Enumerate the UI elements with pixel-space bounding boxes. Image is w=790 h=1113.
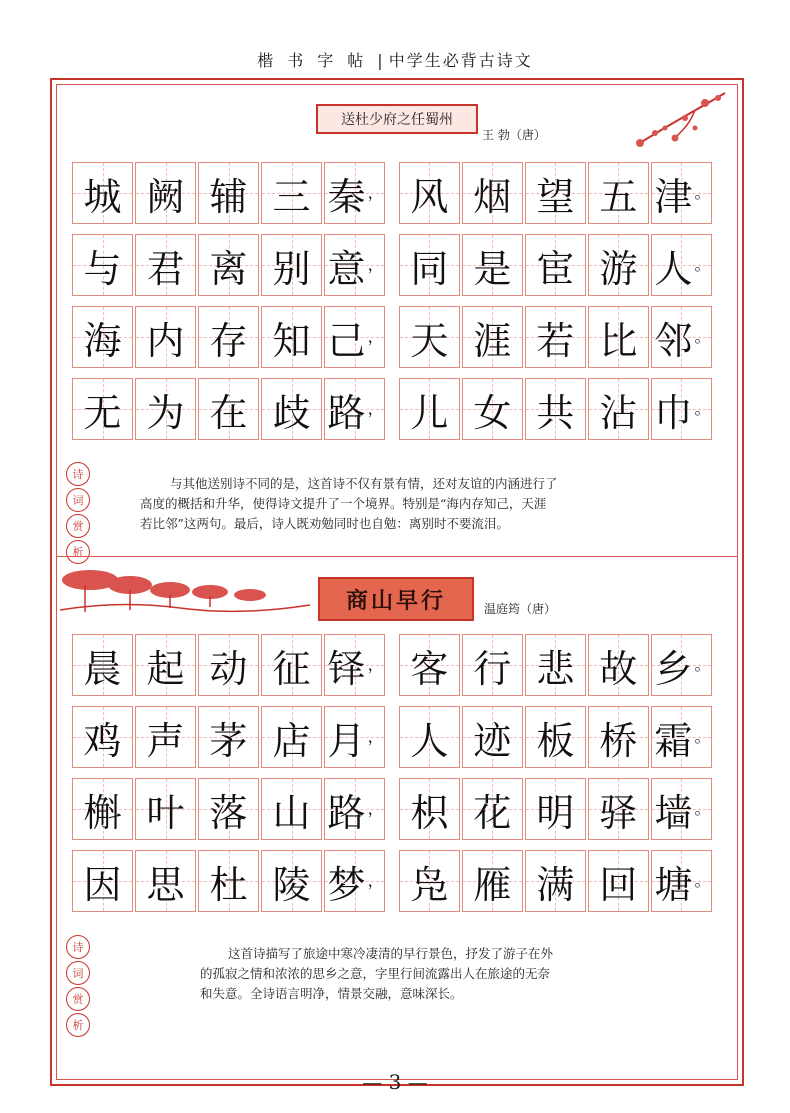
character: 起: [146, 646, 185, 691]
character-cell: [135, 778, 196, 840]
character-cell: [198, 634, 259, 696]
character: 望: [536, 174, 575, 219]
character-cell: [72, 706, 133, 768]
character: 叶: [146, 790, 185, 835]
punctuation: ，: [367, 798, 384, 818]
character: 茅: [209, 718, 248, 763]
character: 同: [410, 246, 449, 291]
character: 己: [327, 318, 366, 363]
character-cell: [261, 778, 322, 840]
punctuation: 。: [694, 798, 711, 818]
character-cell: [324, 378, 385, 440]
character-cell: [525, 706, 586, 768]
stamp-character: 赏: [66, 514, 90, 538]
character: 游: [599, 246, 638, 291]
grid-gap: [387, 234, 399, 296]
character-cell: [462, 706, 523, 768]
header-separator: |: [377, 51, 383, 70]
character-cell: [261, 634, 322, 696]
character-cell: [462, 634, 523, 696]
character-cell: [72, 306, 133, 368]
character-cell: [261, 234, 322, 296]
punctuation: ，: [367, 254, 384, 274]
character-cell: [135, 306, 196, 368]
character: 君: [146, 246, 185, 291]
character: 与: [83, 246, 122, 291]
character-cell: [72, 634, 133, 696]
character-cell: [72, 378, 133, 440]
poem1-title: 送杜少府之任蜀州: [316, 104, 478, 134]
character-cell: [525, 850, 586, 912]
character: 月: [327, 718, 366, 763]
character-cell: [198, 850, 259, 912]
punctuation: 。: [694, 654, 711, 674]
series-subtitle: 中学生必背古诗文: [388, 51, 533, 70]
character: 为: [146, 390, 185, 435]
character: 沾: [599, 390, 638, 435]
character-cell: [324, 234, 385, 296]
stamp-character: 析: [66, 540, 90, 564]
character: 陵: [272, 862, 311, 907]
grid-row: [72, 706, 714, 768]
character-cell: [261, 706, 322, 768]
punctuation: ，: [367, 870, 384, 890]
character-cell: [324, 850, 385, 912]
character: 阙: [146, 174, 185, 219]
character: 人: [410, 718, 449, 763]
punctuation: ，: [367, 182, 384, 202]
character-cell: [72, 850, 133, 912]
plum-branch-decoration: [600, 88, 730, 158]
character: 是: [473, 246, 512, 291]
character: 秦: [327, 174, 366, 219]
character: 共: [536, 390, 575, 435]
character: 津: [654, 174, 693, 219]
character-cell: [72, 234, 133, 296]
character: 涯: [473, 318, 512, 363]
page-header: [0, 48, 790, 71]
grid-row: [72, 634, 714, 696]
grid-row: [72, 234, 714, 296]
character-cell: [588, 634, 649, 696]
character: 晨: [83, 646, 122, 691]
punctuation: ，: [367, 398, 384, 418]
character-cell: [399, 306, 460, 368]
character-cell: [135, 162, 196, 224]
character: 宦: [536, 246, 575, 291]
grid-gap: [387, 634, 399, 696]
character: 故: [599, 646, 638, 691]
grid-row: [72, 850, 714, 912]
character-cell: [72, 162, 133, 224]
character-cell: [525, 778, 586, 840]
character: 海: [83, 318, 122, 363]
character-cell: [198, 778, 259, 840]
character: 霜: [654, 718, 693, 763]
character: 雁: [473, 862, 512, 907]
punctuation: 。: [694, 398, 711, 418]
character-cell: [198, 162, 259, 224]
character-cell: [324, 162, 385, 224]
character-cell: [261, 162, 322, 224]
character: 塘: [654, 862, 693, 907]
character: 铎: [327, 646, 366, 691]
character-cell: [198, 378, 259, 440]
character-cell: [651, 306, 712, 368]
character-cell: [588, 706, 649, 768]
character: 辅: [209, 174, 248, 219]
character-cell: [588, 306, 649, 368]
character-cell: [399, 162, 460, 224]
series-title: 楷书字帖: [257, 51, 378, 70]
character-cell: [651, 162, 712, 224]
stamp-character: 赏: [66, 987, 90, 1011]
character-cell: [324, 634, 385, 696]
stamp-character: 词: [66, 488, 90, 512]
section-divider: [56, 556, 738, 557]
character: 枳: [410, 790, 449, 835]
character-cell: [588, 234, 649, 296]
character-cell: [135, 634, 196, 696]
poem2-appreciation-stamp: [66, 935, 92, 1039]
character-cell: [462, 378, 523, 440]
page-number: — 3 —: [362, 1070, 428, 1094]
character: 花: [473, 790, 512, 835]
poem1-author: 王 勃（唐）: [482, 128, 546, 142]
character: 思: [146, 862, 185, 907]
stamp-character: 词: [66, 961, 90, 985]
character-cell: [399, 634, 460, 696]
character: 知: [272, 318, 311, 363]
character-cell: [462, 850, 523, 912]
character-cell: [588, 162, 649, 224]
character-cell: [399, 778, 460, 840]
character-cell: [198, 706, 259, 768]
character-cell: [525, 162, 586, 224]
character: 行: [473, 646, 512, 691]
character-cell: [72, 778, 133, 840]
character: 路: [327, 390, 366, 435]
character: 巾: [654, 390, 693, 435]
character: 落: [209, 790, 248, 835]
character: 路: [327, 790, 366, 835]
character: 若: [536, 318, 575, 363]
character-cell: [198, 234, 259, 296]
character: 儿: [410, 390, 449, 435]
poem1-appreciation: [140, 474, 720, 534]
character-cell: [399, 706, 460, 768]
character-cell: [525, 306, 586, 368]
tree-landscape-decoration: [60, 560, 310, 620]
stamp-character: 诗: [66, 462, 90, 486]
character: 离: [209, 246, 248, 291]
character: 乡: [654, 646, 693, 691]
character-cell: [525, 634, 586, 696]
poem1-appreciation-stamp: [66, 462, 92, 566]
character-cell: [399, 378, 460, 440]
grid-row: [72, 778, 714, 840]
character: 烟: [473, 174, 512, 219]
appreciation-line: 高度的概括和升华，使得诗文提升了一个境界。特别是“海内存知己，天涯: [140, 496, 547, 511]
character: 板: [536, 718, 575, 763]
stamp-character: 诗: [66, 935, 90, 959]
character: 山: [272, 790, 311, 835]
character-cell: [261, 850, 322, 912]
character-cell: [324, 706, 385, 768]
character: 声: [146, 718, 185, 763]
appreciation-line: 与其他送别诗不同的是，这首诗不仅有景有情，还对友谊的内涵进行了: [170, 476, 558, 491]
character: 城: [83, 174, 122, 219]
character-cell: [135, 850, 196, 912]
character-cell: [651, 378, 712, 440]
character-cell: [135, 378, 196, 440]
character: 歧: [272, 390, 311, 435]
poem2-appreciation: [200, 944, 720, 1004]
character: 风: [410, 174, 449, 219]
character-cell: [462, 234, 523, 296]
punctuation: 。: [694, 870, 711, 890]
character: 墙: [654, 790, 693, 835]
character: 三: [272, 174, 311, 219]
character: 内: [146, 318, 185, 363]
character: 人: [654, 246, 693, 291]
character: 明: [536, 790, 575, 835]
character-cell: [135, 234, 196, 296]
character-cell: [135, 706, 196, 768]
character-cell: [462, 306, 523, 368]
character: 鸡: [83, 718, 122, 763]
character: 天: [410, 318, 449, 363]
character: 女: [473, 390, 512, 435]
character-cell: [651, 850, 712, 912]
grid-gap: [387, 306, 399, 368]
character-cell: [261, 378, 322, 440]
character: 驿: [599, 790, 638, 835]
stamp-character: 析: [66, 1013, 90, 1037]
character-cell: [588, 378, 649, 440]
punctuation: ，: [367, 726, 384, 746]
character-cell: [399, 850, 460, 912]
character-cell: [651, 634, 712, 696]
punctuation: ，: [367, 326, 384, 346]
character-cell: [651, 706, 712, 768]
character-cell: [399, 234, 460, 296]
character: 意: [327, 246, 366, 291]
character-cell: [588, 778, 649, 840]
punctuation: 。: [694, 326, 711, 346]
grid-gap: [387, 850, 399, 912]
character: 因: [83, 862, 122, 907]
grid-gap: [387, 706, 399, 768]
punctuation: 。: [694, 182, 711, 202]
punctuation: 。: [694, 726, 711, 746]
character-cell: [324, 306, 385, 368]
character: 槲: [83, 790, 122, 835]
grid-row: [72, 378, 714, 440]
poem2-title: 商山早行: [318, 577, 474, 621]
character: 别: [272, 246, 311, 291]
grid-row: [72, 306, 714, 368]
character: 满: [536, 862, 575, 907]
character-cell: [462, 778, 523, 840]
character-cell: [324, 778, 385, 840]
character: 杜: [209, 862, 248, 907]
character: 五: [599, 174, 638, 219]
character-cell: [198, 306, 259, 368]
character: 在: [209, 390, 248, 435]
character: 桥: [599, 718, 638, 763]
character: 梦: [327, 862, 366, 907]
character: 店: [272, 718, 311, 763]
character: 客: [410, 646, 449, 691]
character: 邻: [654, 318, 693, 363]
character-cell: [651, 234, 712, 296]
character: 凫: [410, 862, 449, 907]
character: 回: [599, 862, 638, 907]
character-cell: [525, 378, 586, 440]
appreciation-line: 和失意。全诗语言明净，情景交融，意味深长。: [200, 986, 463, 1001]
character: 征: [272, 646, 311, 691]
character-cell: [525, 234, 586, 296]
character: 无: [83, 390, 122, 435]
character-cell: [462, 162, 523, 224]
appreciation-line: 这首诗描写了旅途中寒冷凄清的早行景色，抒发了游子在外: [228, 946, 554, 961]
character-cell: [588, 850, 649, 912]
grid-gap: [387, 162, 399, 224]
grid-gap: [387, 378, 399, 440]
character-cell: [261, 306, 322, 368]
character: 迹: [473, 718, 512, 763]
character: 比: [599, 318, 638, 363]
punctuation: 。: [694, 254, 711, 274]
character: 存: [209, 318, 248, 363]
appreciation-line: 的孤寂之情和浓浓的思乡之意，字里行间流露出人在旅途的无奈: [200, 966, 551, 981]
character: 动: [209, 646, 248, 691]
punctuation: ，: [367, 654, 384, 674]
grid-row: [72, 162, 714, 224]
grid-gap: [387, 778, 399, 840]
character-cell: [651, 778, 712, 840]
poem2-author: 温庭筠（唐）: [484, 602, 557, 616]
appreciation-line: 若比邻”这两句。最后，诗人既劝勉同时也自勉：离别时不要流泪。: [140, 516, 509, 531]
character: 悲: [536, 646, 575, 691]
